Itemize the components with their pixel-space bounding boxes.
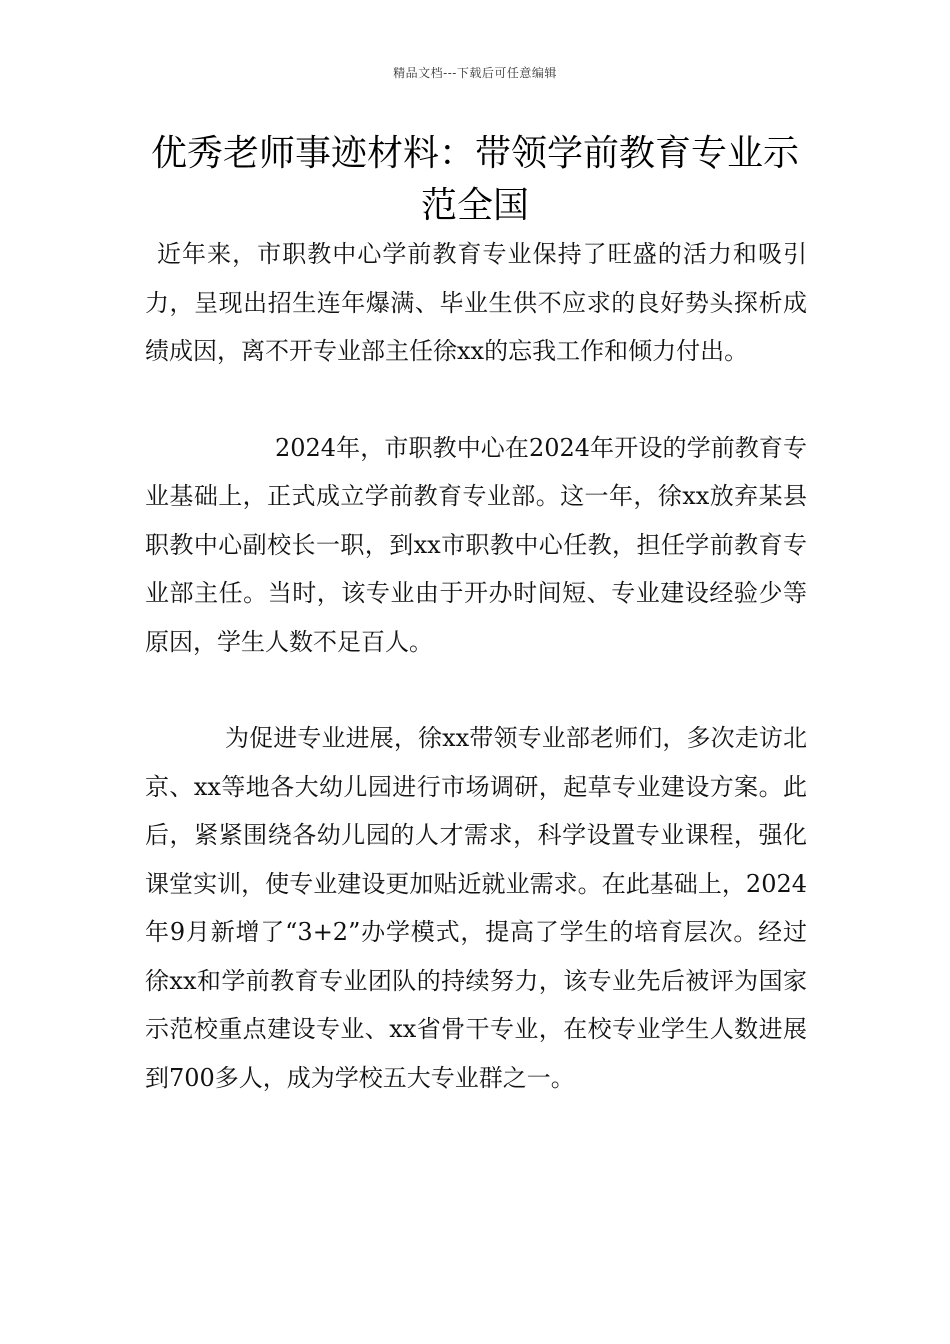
document-header-note: 精品文档---下载后可任意编辑 (393, 66, 557, 80)
paragraph-program-development: 为促进专业进展，徐xx带领专业部老师们，多次走访北京、xx等地各大幼儿园进行市场调研，起草专业建设方案。此后，紧紧围绕各幼儿园的人才需求，科学设置专业课程，强化课堂实训，使专业建设更加贴近就业需求。在此基础上，2024年9月新增了“3+2”办学模式，提高了学生的培育层次。经过徐xx和学前教育专业团队的持续努力，该专业先后被评为国家示范校重点建设专业、xx省骨干专业，在校专业学生人数进展到700多人，成为学校五大专业群之一。 (145, 724, 807, 1092)
document-title: 优秀老师事迹材料：带领学前教育专业示范全国 (150, 133, 799, 226)
document-body (145, 230, 807, 1102)
paragraph-intro: 近年来，市职教中心学前教育专业保持了旺盛的活力和吸引力，呈现出招生连年爆满、毕业生供不应求的良好势头探析成绩成因，离不开专业部主任徐xx的忘我工作和倾力付出。 (145, 240, 807, 365)
paragraph-department-founding: 2024年，市职教中心在2024年开设的学前教育专业基础上，正式成立学前教育专业部。这一年，徐xx放弃某县职教中心副校长一职，到xx市职教中心任教，担任学前教育专业部主任。当时，该专业由于开办时间短、专业建设经验少等原因，学生人数不足百人。 (145, 433, 807, 656)
